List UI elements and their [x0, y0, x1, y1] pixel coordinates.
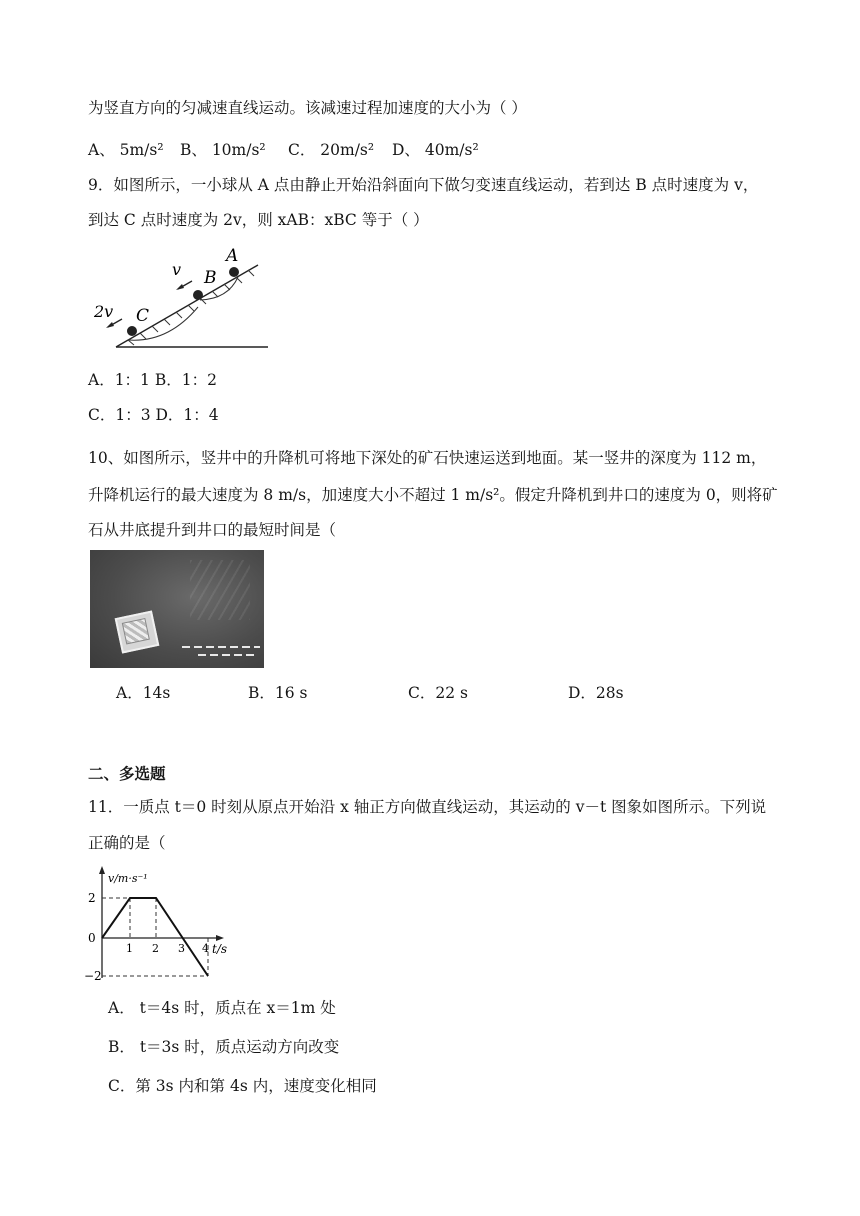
q10-option-d: D．28s: [568, 684, 624, 702]
q8-option-d: D、 40m/s²: [392, 141, 479, 159]
q9-options-row1: A．1：1 B．1：2: [88, 371, 217, 389]
incline-diagram: [88, 245, 278, 355]
v-axis-label: v/m·s⁻¹: [108, 872, 148, 885]
t-axis-label: t/s: [212, 942, 228, 956]
q10-option-b: B．16 s: [248, 684, 308, 702]
v-axis-arrow: [99, 866, 105, 874]
guide-lines: [102, 898, 208, 976]
x-tick-2: 2: [152, 942, 159, 955]
q10-stem-line2: 升降机运行的最大速度为 8 m/s，加速度大小不超过 1 m/s²。假定升降机到井口的速度为 0，则将矿: [88, 486, 778, 504]
q11-option-a: A． t＝4s 时，质点在 x＝1m 处: [108, 999, 336, 1017]
ball-b: [193, 290, 203, 300]
label-2v: 2v: [94, 302, 114, 321]
q8-option-b: B、 10m/s²: [180, 141, 266, 159]
label-a: A: [226, 246, 239, 266]
label-c: C: [136, 306, 150, 326]
vt-curve: [102, 898, 208, 976]
y-tick-neg2: −2: [84, 969, 102, 983]
q9-stem-line1: 9．如图所示，一小球从 A 点由静止开始沿斜面向下做匀变速直线运动，若到达 B 点时速度为 v，: [88, 176, 759, 194]
mine-shaft-photo: [90, 550, 264, 668]
q8-option-c: C． 20m/s²: [288, 141, 375, 159]
q10-stem-line1: 10、如图所示，竖井中的升降机可将地下深处的矿石快速运送到地面。某一竖井的深度为 112 m，: [88, 449, 767, 467]
label-v: v: [172, 260, 182, 279]
label-b: B: [204, 268, 217, 288]
y-tick-2: 2: [88, 891, 96, 905]
q9-stem-line2: 到达 C 点时速度为 2v，则 xAB：xBC 等于（ ）: [88, 211, 429, 229]
t-axis-arrow: [216, 935, 224, 941]
arrow-2v-head: [106, 322, 114, 328]
y-tick-0: 0: [88, 931, 96, 945]
x-tick-1: 1: [126, 942, 133, 955]
q11-stem-line1: 11．一质点 t＝0 时刻从原点开始沿 x 轴正方向做直线运动，其运动的 v－t 图象如图所示。下列说: [88, 798, 767, 816]
ball-c: [127, 326, 137, 336]
x-tick-4: 4: [202, 942, 209, 955]
q8-option-a: A、 5m/s²: [88, 141, 164, 159]
elevator-cage: [115, 610, 160, 653]
vt-graph: [84, 862, 244, 990]
section-title: 二、多选题: [88, 764, 166, 783]
q11-option-b: B． t＝3s 时，质点运动方向改变: [108, 1038, 340, 1056]
q9-options-row2: C．1：3 D．1：4: [88, 406, 219, 424]
x-tick-3: 3: [178, 942, 185, 955]
q10-stem-line3: 石从井底提升到井口的最短时间是（: [88, 521, 337, 539]
q11-stem-line2: 正确的是（: [88, 834, 166, 852]
q10-option-a: A．14s: [116, 684, 171, 702]
q11-option-c: C．第 3s 内和第 4s 内，速度变化相同: [108, 1077, 377, 1095]
q8-stem: 为竖直方向的匀减速直线运动。该减速过程加速度的大小为（ ）: [88, 99, 527, 117]
ball-a: [229, 267, 239, 277]
arrow-v-head: [176, 284, 184, 290]
q10-option-c: C．22 s: [408, 684, 468, 702]
